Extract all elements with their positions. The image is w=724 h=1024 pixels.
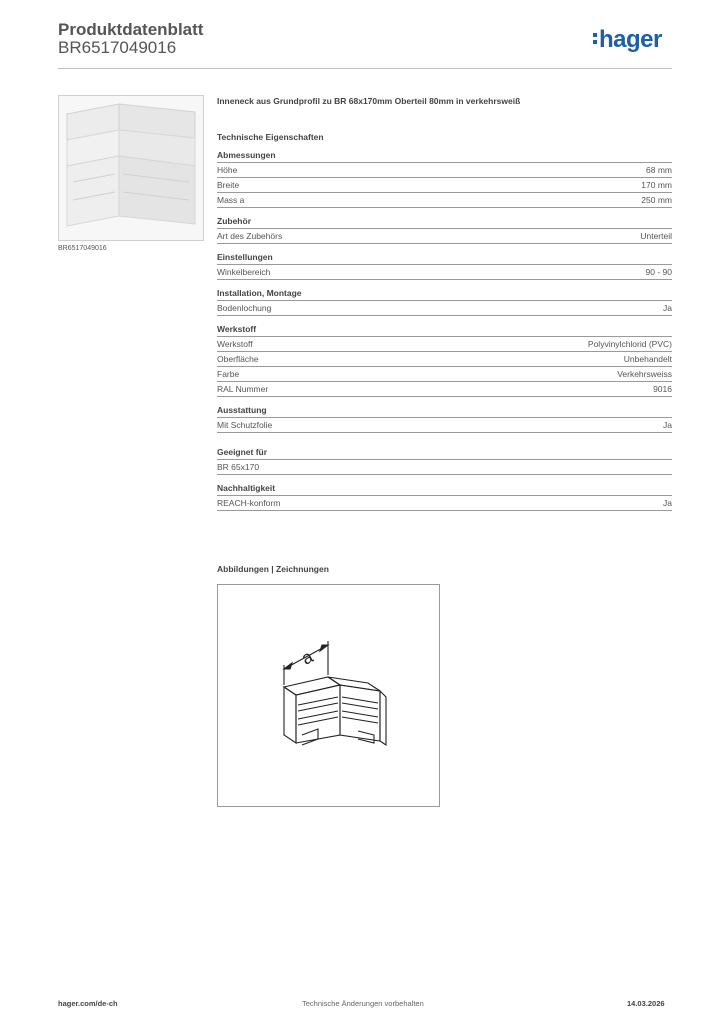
technical-properties-heading: Technische Eigenschaften — [217, 132, 324, 142]
table-row — [217, 178, 672, 193]
technical-drawing — [217, 584, 440, 807]
section-title: Abmessungen — [217, 150, 672, 163]
row-label: RAL Nummer — [217, 384, 269, 394]
row-value: 250 mm — [641, 195, 672, 205]
section-title: Geeignet für — [217, 447, 672, 460]
table-row — [217, 382, 672, 397]
table-row — [217, 496, 672, 511]
table-row — [217, 352, 672, 367]
section-title: Werkstoff — [217, 324, 672, 337]
row-label: Winkelbereich — [217, 267, 271, 277]
section-title: Ausstattung — [217, 405, 672, 418]
row-label: Oberfläche — [217, 354, 259, 364]
product-image — [58, 95, 204, 241]
section-installation — [217, 288, 672, 316]
hager-logo — [593, 26, 662, 54]
footer-website-link[interactable]: hager.com/de-ch — [58, 999, 118, 1008]
row-label: Art des Zubehörs — [217, 231, 283, 241]
section-sustainability — [217, 483, 672, 511]
logo-dots-icon — [593, 30, 598, 46]
section-title: Installation, Montage — [217, 288, 672, 301]
section-title: Zubehör — [217, 216, 672, 229]
table-row — [217, 367, 672, 382]
table-row — [217, 193, 672, 208]
row-label: Mit Schutzfolie — [217, 420, 273, 430]
document-title: Produktdatenblatt — [58, 20, 204, 39]
row-value: Ja — [663, 420, 672, 430]
row-label: Werkstoff — [217, 339, 253, 349]
row-label: REACH-konform — [217, 498, 281, 508]
duct-corner-drawing-icon — [218, 585, 439, 806]
properties-panel — [217, 96, 672, 519]
row-value: Verkehrsweiss — [617, 369, 672, 379]
footer-disclaimer: Technische Änderungen vorbehalten — [302, 999, 424, 1008]
section-material — [217, 324, 672, 397]
table-row — [217, 418, 672, 433]
section-accessories — [217, 216, 672, 244]
duct-corner-photo-icon — [59, 96, 203, 240]
footer-date: 14.03.2026 — [627, 999, 665, 1008]
logo-text: hager — [599, 26, 662, 53]
product-description: Inneneck aus Grundprofil zu BR 68x170mm Oberteil 80mm in verkehrsweiß — [217, 96, 521, 106]
row-label: Breite — [217, 180, 240, 190]
row-value: Unterteil — [640, 231, 672, 241]
row-value: 68 mm — [646, 165, 672, 175]
image-caption: BR6517049016 — [58, 245, 107, 252]
row-value: Unbehandelt — [623, 354, 672, 364]
section-settings — [217, 252, 672, 280]
row-value: 90 - 90 — [645, 267, 672, 277]
table-row — [217, 163, 672, 178]
row-label: Bodenlochung — [217, 303, 272, 313]
table-row — [217, 337, 672, 352]
table-row — [217, 265, 672, 280]
table-row — [217, 460, 672, 475]
row-label: Höhe — [217, 165, 238, 175]
row-value: Polyvinylchlorid (PVC) — [587, 339, 672, 349]
figures-heading: Abbildungen | Zeichnungen — [217, 564, 329, 574]
row-label: Farbe — [217, 369, 240, 379]
product-code: BR6517049016 — [58, 38, 177, 57]
dimension-label: a — [298, 646, 317, 669]
header-divider — [58, 68, 672, 69]
section-equipment — [217, 405, 672, 433]
row-label: Mass a — [217, 195, 245, 205]
row-label: BR 65x170 — [217, 462, 260, 472]
row-value: 170 mm — [641, 180, 672, 190]
section-suitable-for — [217, 447, 672, 475]
section-title: Nachhaltigkeit — [217, 483, 672, 496]
row-value: Ja — [663, 498, 672, 508]
row-value: 9016 — [653, 384, 672, 394]
row-value: Ja — [663, 303, 672, 313]
section-title: Einstellungen — [217, 252, 672, 265]
table-row — [217, 229, 672, 244]
section-dimensions — [217, 150, 672, 208]
table-row — [217, 301, 672, 316]
